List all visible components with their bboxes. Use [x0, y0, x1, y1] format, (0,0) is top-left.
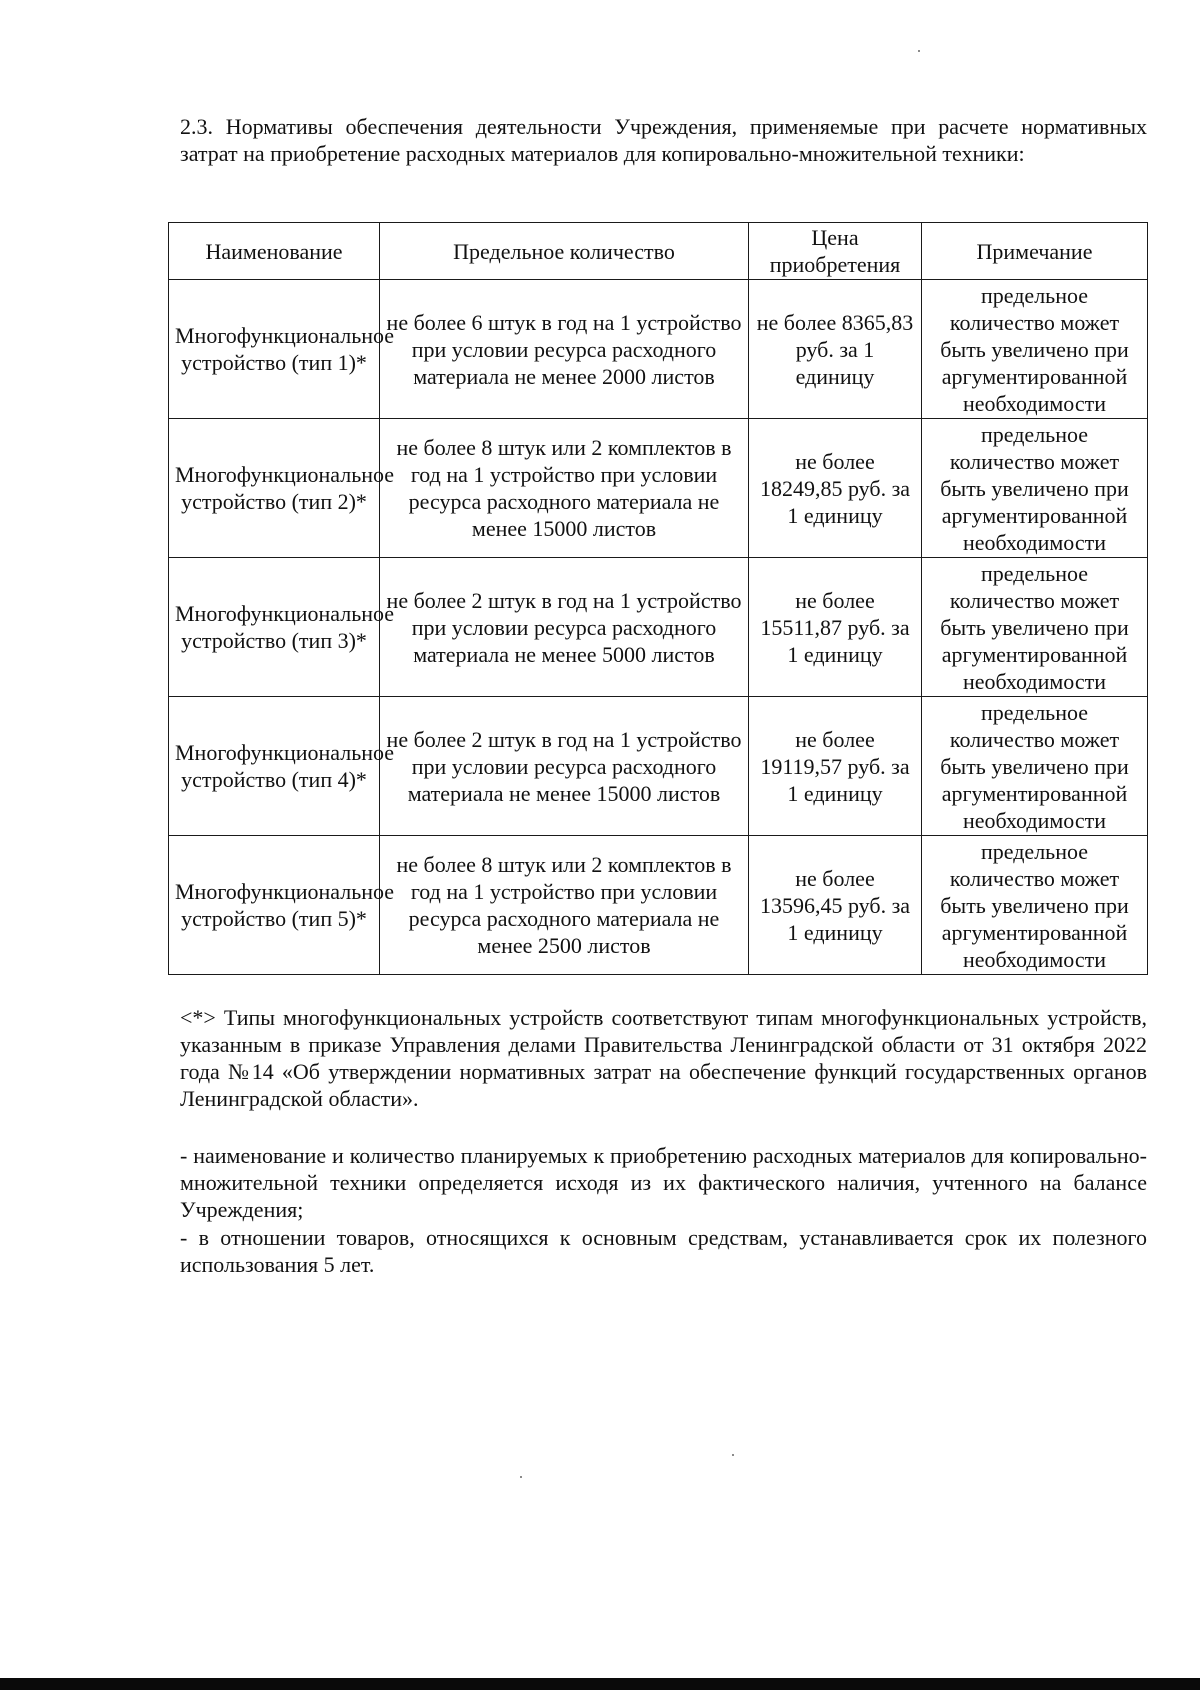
cell-name: Многофункциональное устройство (тип 2)*	[169, 419, 380, 558]
cell-name: Многофункциональное устройство (тип 1)*	[169, 280, 380, 419]
cell-quantity: не более 8 штук или 2 комплектов в год на 1 устройство при условии ресурса расходного материала не менее 2500 листов	[380, 836, 749, 975]
header-price: Цена приобретения	[749, 223, 922, 280]
cell-price: не более 15511,87 руб. за 1 единицу	[749, 558, 922, 697]
header-quantity: Предельное количество	[380, 223, 749, 280]
section-intro-paragraph: 2.3. Нормативы обеспечения деятельности Учреждения, применяемые при расчете нормативных затрат на приобретение расходных материалов для копировально-множительной техники:	[180, 114, 1147, 166]
table-row	[169, 558, 1148, 697]
cell-quantity: не более 6 штук в год на 1 устройство при условии ресурса расходного материала не менее 2000 листов	[380, 280, 749, 419]
header-name: Наименование	[169, 223, 380, 280]
cell-name: Многофункциональное устройство (тип 5)*	[169, 836, 380, 975]
table-row	[169, 280, 1148, 419]
cell-price: не более 19119,57 руб. за 1 единицу	[749, 697, 922, 836]
header-note: Примечание	[922, 223, 1148, 280]
list-item: - наименование и количество планируемых к приобретению расходных материалов для копировально-множительной техники определяется исходя из их фактического наличия, учтенного на балансе Учреждения;	[180, 1143, 1147, 1222]
cell-quantity: не более 8 штук или 2 комплектов в год на 1 устройство при условии ресурса расходного материала не менее 15000 листов	[380, 419, 749, 558]
cell-note: предельное количество может быть увеличено при аргументированной необходимости	[922, 419, 1148, 558]
table-row	[169, 419, 1148, 558]
cell-name: Многофункциональное устройство (тип 3)*	[169, 558, 380, 697]
cell-note: предельное количество может быть увеличено при аргументированной необходимости	[922, 697, 1148, 836]
cell-price: не более 13596,45 руб. за 1 единицу	[749, 836, 922, 975]
cell-note: предельное количество может быть увеличено при аргументированной необходимости	[922, 836, 1148, 975]
cell-note: предельное количество может быть увеличено при аргументированной необходимости	[922, 280, 1148, 419]
table-header-row	[169, 223, 1148, 280]
table-row	[169, 836, 1148, 975]
scan-edge-bar	[0, 1678, 1200, 1690]
cell-quantity: не более 2 штук в год на 1 устройство при условии ресурса расходного материала не менее 5000 листов	[380, 558, 749, 697]
cell-quantity: не более 2 штук в год на 1 устройство при условии ресурса расходного материала не менее 15000 листов	[380, 697, 749, 836]
list-item: - в отношении товаров, относящихся к основным средствам, устанавливается срок их полезного использования 5 лет.	[180, 1225, 1147, 1277]
footnote-paragraph: <*> Типы многофункциональных устройств соответствуют типам многофункциональных устройств, указанным в приказе Управления делами Правительства Ленинградской области от 31 октября 2022 года №14 «Об утверждении нормативных затрат на обеспечение функций государственных органов Ленинградской области».	[180, 1005, 1147, 1111]
cell-price: не более 18249,85 руб. за 1 единицу	[749, 419, 922, 558]
cell-note: предельное количество может быть увеличено при аргументированной необходимости	[922, 558, 1148, 697]
cell-name: Многофункциональное устройство (тип 4)*	[169, 697, 380, 836]
cell-price: не более 8365,83 руб. за 1 единицу	[749, 280, 922, 419]
norms-table	[168, 222, 1148, 975]
table-row	[169, 697, 1148, 836]
